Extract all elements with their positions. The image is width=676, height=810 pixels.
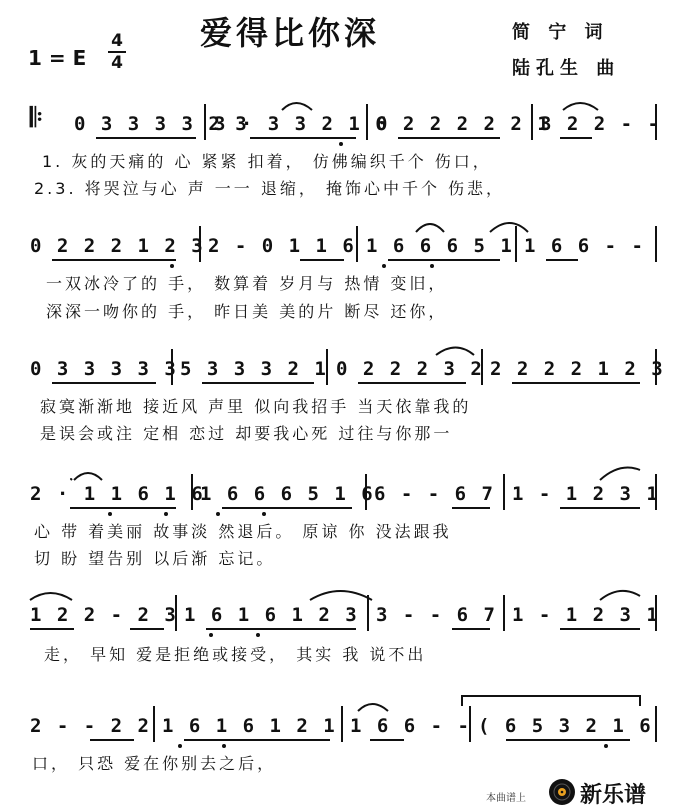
key-signature: 1 = E [28,46,87,70]
measure-5-4: 1 - 1 2 3 1 [512,604,660,626]
lyric-line-4-2: 切 盼 望告别 以后渐 忘记。 [34,549,276,568]
measure-4-1: 2 · 1 1 6 1 6 [30,483,205,505]
measure-5-1: 1 2 2 - 2 3 [30,604,178,626]
measure-5-2: 1 6 1 6 1 2 3 [184,604,359,626]
lyric-line-1-2: 2.3. 将哭泣与心 声 一一 退缩， 掩饰心中千个 伤悲， [34,179,506,198]
lyric-line-3-1: 寂寞渐渐地 接近风 声里 似向我招手 当天依靠我的 [40,397,472,416]
lyric-line-1-1: 1. 灰的天痛的 心 紧紧 扣着， 仿佛编织千个 伤口， [42,152,492,171]
lyric-line-2-1: 一双冰冷了的 手， 数算着 岁月与 热情 变旧， [46,274,448,293]
repeat-start-sign: 𝄆 [30,103,43,133]
measure-1-2: 3 · 3 3 2 1 6 [214,113,389,135]
measure-1-3: 0 2 2 2 2 2 1 [376,113,551,135]
lyric-line-2-2: 深深一吻你的 手， 昨日美 美的片 断尽 还你， [46,302,448,321]
watermark-text: 本曲谱上 [486,793,526,804]
measure-2-4: 1 6 6 - - [524,235,645,257]
measure-1-4: 3 2 2 - - [540,113,661,135]
measure-6-4: ( 6 5 3 2 1 6 [478,715,653,737]
measure-5-3: 3 - - 6 7 [376,604,497,626]
measure-2-1: 0 2 2 2 1 2 3 [30,235,205,257]
composer-credit: 陆孔生 曲 [512,58,621,79]
site-logo: 新乐谱 [580,783,647,808]
measure-3-2: 5 3 3 3 2 1 [180,358,328,380]
measure-2-2: 2 - 0 1 1 6 [208,235,356,257]
measure-2-3: 1 6 6 6 5 1 [366,235,514,257]
measure-4-4: 1 - 1 2 3 1 [512,483,660,505]
measure-4-2: 1 6 6 6 5 1 6 [200,483,375,505]
lyric-line-3-2: 是误会或注 定相 恋过 却要我心死 过往与你那一 [40,424,453,443]
lyric-line-4-1: 心 带 着美丽 故事淡 然退后。 原谅 你 没法跟我 [34,522,452,541]
measure-3-1: 0 3 3 3 3 3 [30,358,178,380]
measure-6-2: 1 6 1 6 1 2 1 [162,715,337,737]
measure-6-1: 2 - - 2 2 [30,715,151,737]
measure-3-4: 2 2 2 2 1 2 3 [490,358,665,380]
time-signature-bottom: 4 [111,53,123,73]
lyricist-credit: 简 宁 词 [512,22,609,43]
measure-4-3: 6 - - 6 7 [374,483,495,505]
measure-3-3: 0 2 2 2 3 2 [336,358,484,380]
measure-1-1: 0 3 3 3 3 2 3 [74,113,249,135]
time-signature-top: 4 [111,31,123,51]
lyric-line-5-1: 走， 早知 爱是拒绝或接受， 其实 我 说不出 [44,645,427,664]
lyric-line-6-1: 口， 只恐 爱在你别去之后， [32,754,277,773]
measure-6-3: 1 6 6 - - [350,715,471,737]
song-title: 爱得比你深 [200,14,381,52]
